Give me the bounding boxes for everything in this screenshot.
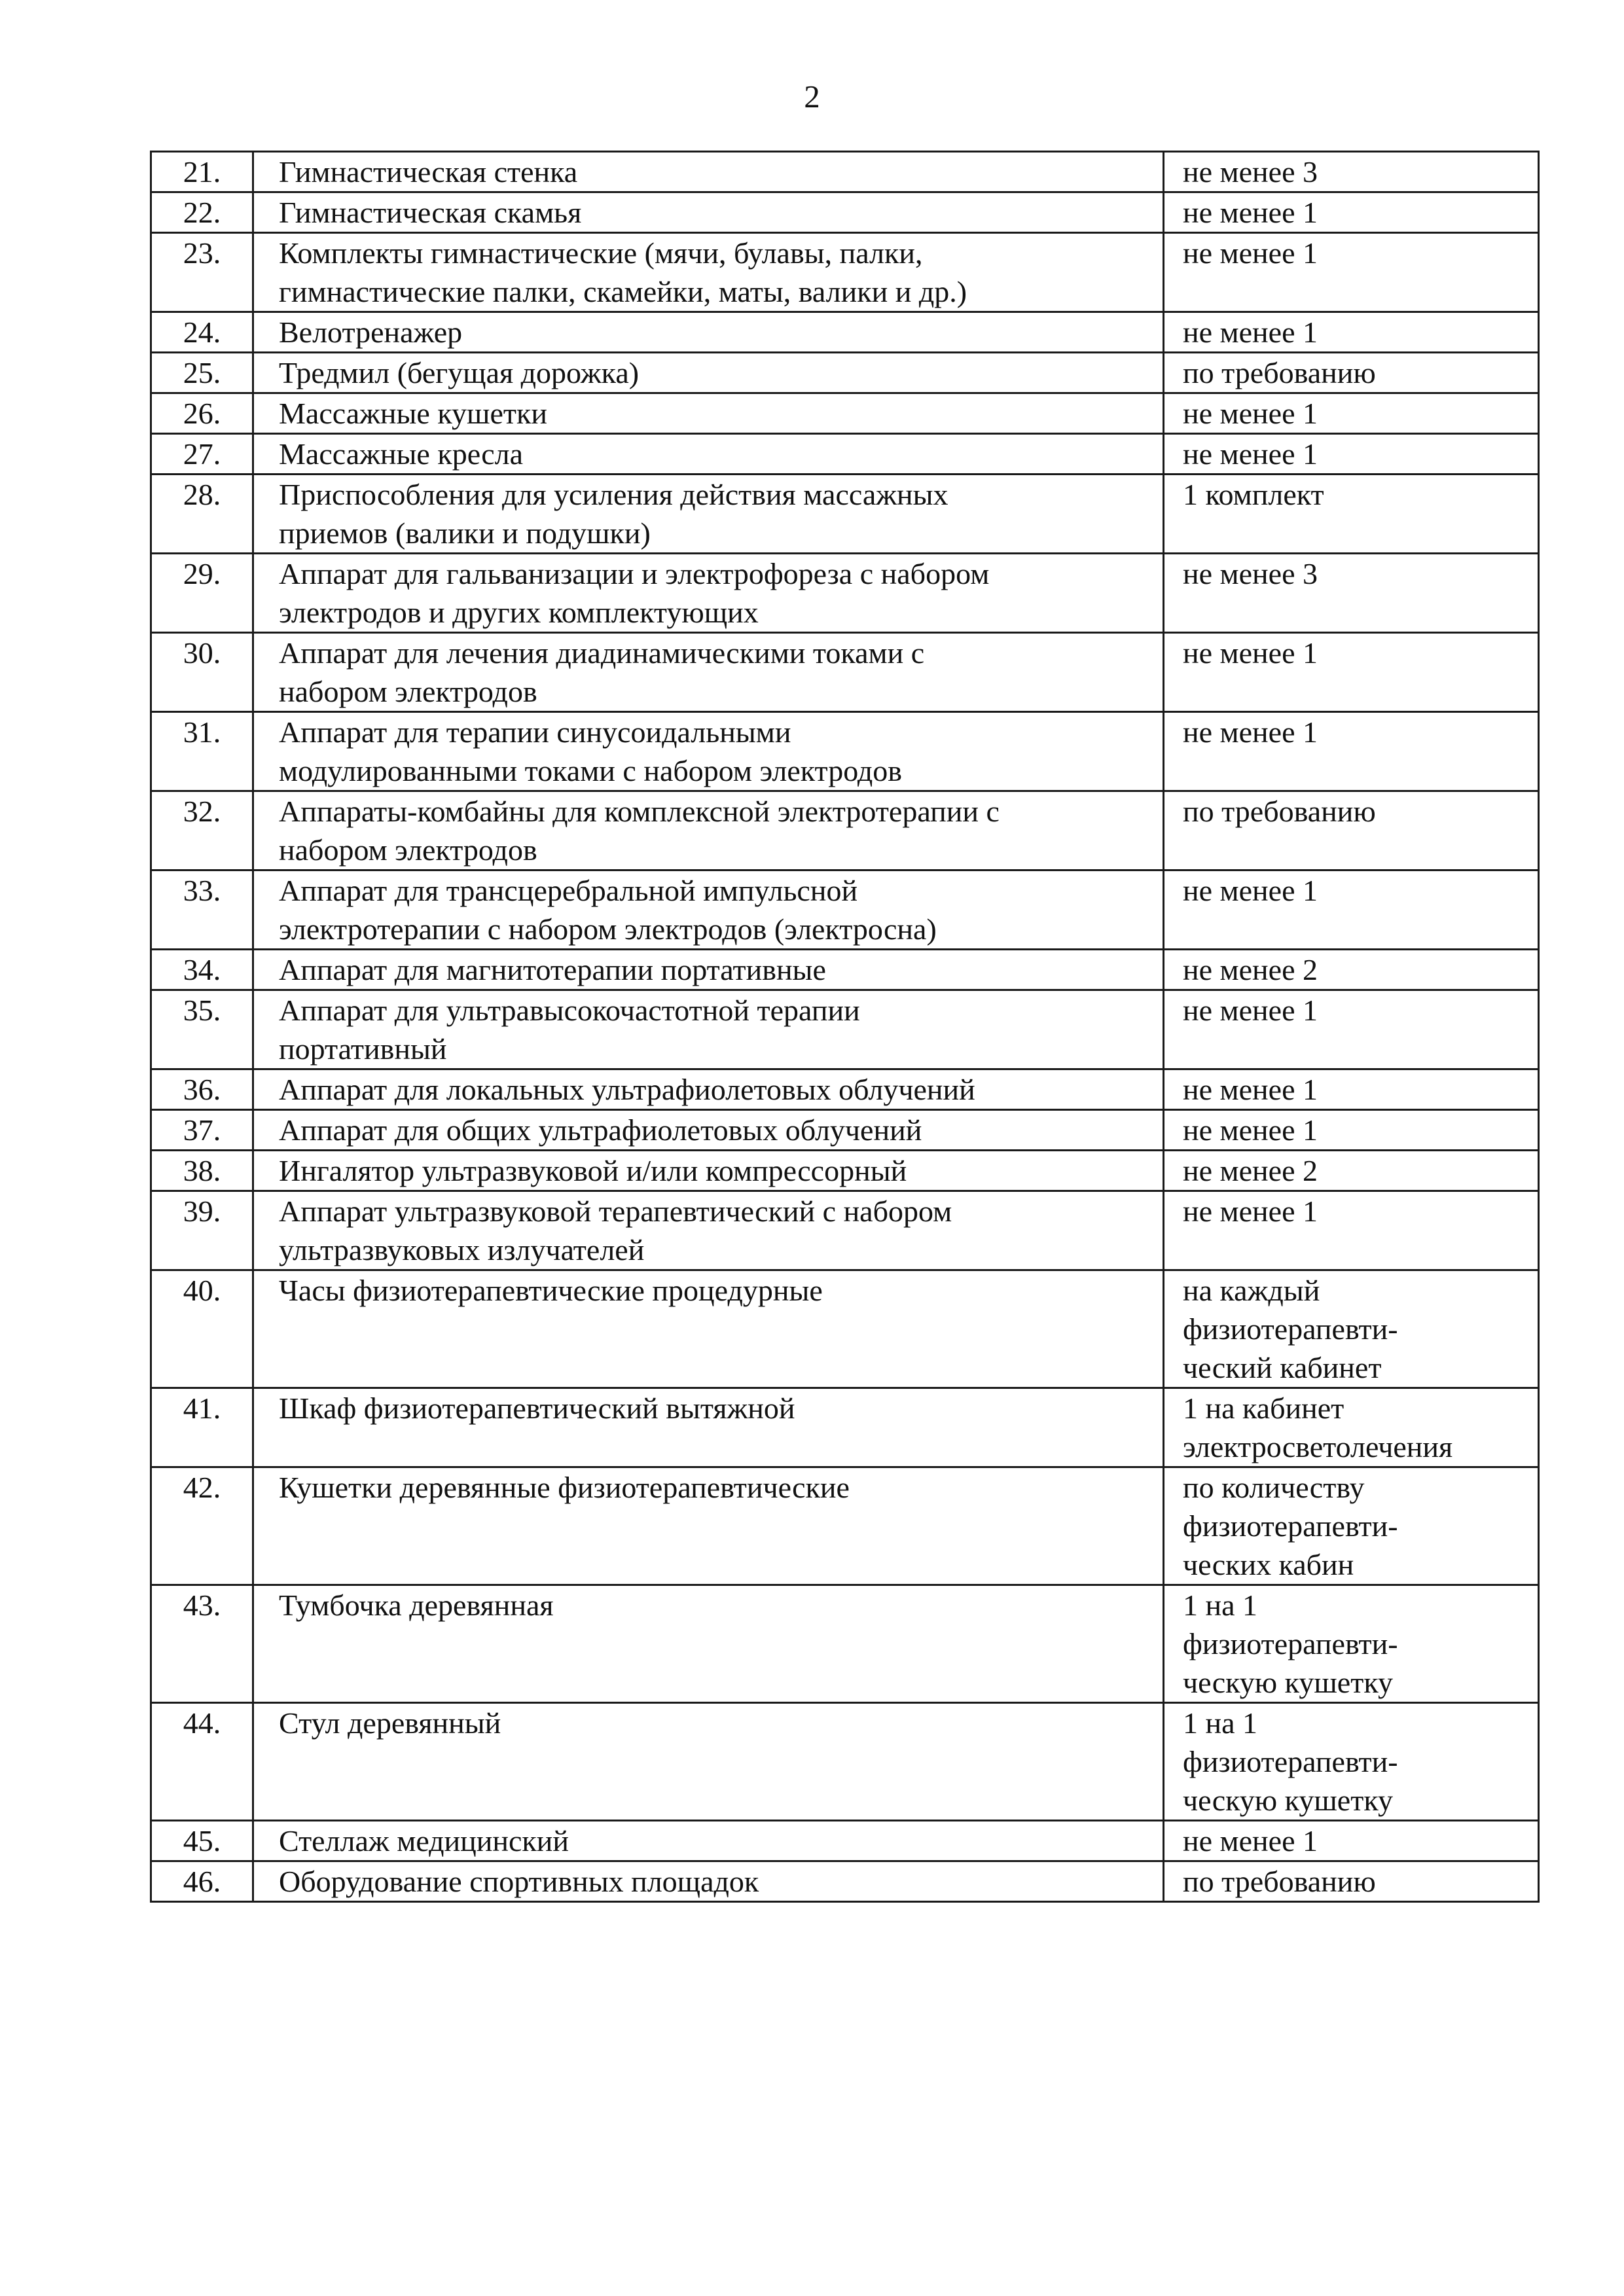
row-number: 36.	[183, 1073, 221, 1106]
row-number-cell	[151, 1861, 253, 1902]
equipment-name: Аппарат для терапии синусоидальными модулированными токами с набором электродов	[279, 715, 903, 787]
row-number-cell	[151, 1703, 253, 1821]
row-number-cell	[151, 353, 253, 393]
equipment-quantity-cell	[1164, 990, 1539, 1069]
table-row	[151, 353, 1539, 393]
row-number-cell	[151, 1388, 253, 1467]
table-row	[151, 434, 1539, 475]
equipment-quantity: не менее 1	[1183, 874, 1318, 907]
equipment-name: Ингалятор ультразвуковой и/или компрессорный	[279, 1154, 907, 1187]
table-row	[151, 152, 1539, 192]
equipment-quantity: не менее 1	[1183, 1073, 1318, 1106]
equipment-name-cell	[253, 791, 1164, 870]
table-row	[151, 312, 1539, 353]
row-number: 44.	[183, 1706, 221, 1740]
table-row	[151, 1151, 1539, 1191]
table-row	[151, 950, 1539, 990]
equipment-quantity-cell	[1164, 1110, 1539, 1151]
equipment-quantity-cell	[1164, 1861, 1539, 1902]
row-number-cell	[151, 434, 253, 475]
row-number-cell	[151, 1110, 253, 1151]
row-number-cell	[151, 475, 253, 554]
equipment-quantity: по требованию	[1183, 795, 1376, 828]
row-number-cell	[151, 1467, 253, 1585]
equipment-quantity: не менее 1	[1183, 715, 1318, 749]
equipment-quantity-cell	[1164, 1151, 1539, 1191]
row-number-cell	[151, 870, 253, 950]
equipment-quantity: 1 на кабинет электросветолечения	[1183, 1391, 1453, 1463]
row-number-cell	[151, 1585, 253, 1703]
table-row	[151, 1585, 1539, 1703]
equipment-quantity: не менее 3	[1183, 557, 1318, 590]
equipment-name: Тредмил (бегущая дорожка)	[279, 356, 640, 389]
equipment-name-cell	[253, 950, 1164, 990]
row-number: 22.	[183, 196, 221, 229]
equipment-quantity: не менее 1	[1183, 636, 1318, 670]
equipment-quantity: по требованию	[1183, 1865, 1376, 1898]
equipment-quantity-cell	[1164, 950, 1539, 990]
table-row	[151, 554, 1539, 633]
row-number: 25.	[183, 356, 221, 389]
row-number: 37.	[183, 1113, 221, 1147]
row-number: 29.	[183, 557, 221, 590]
table-row	[151, 393, 1539, 434]
equipment-name: Аппарат для ультравысокочастотной терапии портативный	[279, 994, 860, 1066]
row-number-cell	[151, 192, 253, 233]
table-row	[151, 1191, 1539, 1270]
row-number: 32.	[183, 795, 221, 828]
equipment-name-cell	[253, 312, 1164, 353]
row-number-cell	[151, 950, 253, 990]
row-number-cell	[151, 712, 253, 791]
table-row	[151, 633, 1539, 712]
equipment-name: Часы физиотерапевтические процедурные	[279, 1274, 823, 1307]
equipment-name: Гимнастическая стенка	[279, 155, 578, 188]
equipment-name-cell	[253, 152, 1164, 192]
equipment-name: Аппарат для трансцеребральной импульсной электротерапии с набором электродов (электросна)	[279, 874, 937, 946]
equipment-name: Аппарат для общих ультрафиолетовых облучений	[279, 1113, 922, 1147]
equipment-quantity-cell	[1164, 1270, 1539, 1388]
equipment-quantity: не менее 1	[1183, 236, 1318, 270]
row-number: 42.	[183, 1471, 221, 1504]
equipment-quantity-cell	[1164, 554, 1539, 633]
row-number: 35.	[183, 994, 221, 1027]
equipment-name-cell	[253, 1467, 1164, 1585]
equipment-name: Массажные кресла	[279, 437, 524, 471]
row-number: 24.	[183, 315, 221, 349]
table-row	[151, 1703, 1539, 1821]
row-number: 30.	[183, 636, 221, 670]
table-row	[151, 1069, 1539, 1110]
equipment-table-body	[151, 152, 1539, 1902]
equipment-quantity-cell	[1164, 434, 1539, 475]
equipment-name-cell	[253, 233, 1164, 312]
equipment-name-cell	[253, 1861, 1164, 1902]
equipment-quantity-cell	[1164, 633, 1539, 712]
equipment-name-cell	[253, 712, 1164, 791]
equipment-name: Гимнастическая скамья	[279, 196, 582, 229]
equipment-quantity-cell	[1164, 712, 1539, 791]
table-row	[151, 870, 1539, 950]
equipment-name-cell	[253, 1110, 1164, 1151]
row-number: 45.	[183, 1824, 221, 1857]
equipment-name-cell	[253, 1821, 1164, 1861]
equipment-name: Кушетки деревянные физиотерапевтические	[279, 1471, 850, 1504]
equipment-quantity: не менее 1	[1183, 196, 1318, 229]
equipment-name: Аппарат для локальных ультрафиолетовых облучений	[279, 1073, 975, 1106]
row-number: 21.	[183, 155, 221, 188]
table-row	[151, 1467, 1539, 1585]
equipment-quantity: не менее 2	[1183, 953, 1318, 986]
equipment-quantity-cell	[1164, 1388, 1539, 1467]
equipment-name-cell	[253, 1191, 1164, 1270]
row-number-cell	[151, 152, 253, 192]
equipment-name-cell	[253, 554, 1164, 633]
row-number-cell	[151, 1191, 253, 1270]
equipment-quantity-cell	[1164, 870, 1539, 950]
equipment-name-cell	[253, 1270, 1164, 1388]
equipment-name-cell	[253, 1585, 1164, 1703]
equipment-quantity: по требованию	[1183, 356, 1376, 389]
equipment-quantity: не менее 3	[1183, 155, 1318, 188]
row-number: 23.	[183, 236, 221, 270]
equipment-quantity-cell	[1164, 1191, 1539, 1270]
equipment-name-cell	[253, 475, 1164, 554]
row-number: 39.	[183, 1194, 221, 1228]
table-row	[151, 791, 1539, 870]
equipment-name: Аппарат для гальванизации и электрофореза с набором электродов и других комплектующих	[279, 557, 990, 629]
equipment-name: Оборудование спортивных площадок	[279, 1865, 759, 1898]
row-number-cell	[151, 791, 253, 870]
equipment-quantity-cell	[1164, 233, 1539, 312]
equipment-name-cell	[253, 1388, 1164, 1467]
table-row	[151, 233, 1539, 312]
equipment-quantity: не менее 1	[1183, 1194, 1318, 1228]
equipment-quantity-cell	[1164, 791, 1539, 870]
table-row	[151, 1861, 1539, 1902]
row-number: 40.	[183, 1274, 221, 1307]
equipment-name-cell	[253, 633, 1164, 712]
equipment-quantity-cell	[1164, 1467, 1539, 1585]
equipment-name: Велотренажер	[279, 315, 463, 349]
equipment-quantity: не менее 1	[1183, 397, 1318, 430]
table-row	[151, 192, 1539, 233]
equipment-quantity-cell	[1164, 192, 1539, 233]
equipment-table	[150, 151, 1540, 1903]
equipment-name: Шкаф физиотерапевтический вытяжной	[279, 1391, 795, 1425]
equipment-quantity: по количеству физиотерапевти- ческих кабин	[1183, 1471, 1398, 1581]
equipment-quantity: не менее 1	[1183, 1113, 1318, 1147]
equipment-name-cell	[253, 990, 1164, 1069]
table-row	[151, 712, 1539, 791]
equipment-name: Аппараты-комбайны для комплексной электротерапии с набором электродов	[279, 795, 1000, 867]
equipment-name-cell	[253, 870, 1164, 950]
equipment-quantity: на каждый физиотерапевти- ческий кабинет	[1183, 1274, 1398, 1384]
row-number: 28.	[183, 478, 221, 511]
equipment-name: Стул деревянный	[279, 1706, 501, 1740]
row-number-cell	[151, 233, 253, 312]
row-number-cell	[151, 312, 253, 353]
equipment-name-cell	[253, 353, 1164, 393]
row-number-cell	[151, 633, 253, 712]
equipment-quantity: 1 на 1 физиотерапевти- ческую кушетку	[1183, 1706, 1398, 1817]
row-number: 31.	[183, 715, 221, 749]
equipment-quantity-cell	[1164, 1585, 1539, 1703]
equipment-quantity: не менее 1	[1183, 437, 1318, 471]
row-number-cell	[151, 1270, 253, 1388]
equipment-name: Стеллаж медицинский	[279, 1824, 569, 1857]
equipment-quantity-cell	[1164, 1703, 1539, 1821]
equipment-name-cell	[253, 1151, 1164, 1191]
equipment-quantity: 1 на 1 физиотерапевти- ческую кушетку	[1183, 1588, 1398, 1699]
equipment-name-cell	[253, 192, 1164, 233]
equipment-name: Аппарат ультразвуковой терапевтический с набором ультразвуковых излучателей	[279, 1194, 952, 1266]
row-number-cell	[151, 1151, 253, 1191]
equipment-quantity-cell	[1164, 393, 1539, 434]
row-number: 46.	[183, 1865, 221, 1898]
equipment-name: Приспособления для усиления действия массажных приемов (валики и подушки)	[279, 478, 948, 550]
equipment-quantity-cell	[1164, 1069, 1539, 1110]
equipment-name: Массажные кушетки	[279, 397, 547, 430]
row-number-cell	[151, 393, 253, 434]
equipment-quantity: 1 комплект	[1183, 478, 1324, 511]
equipment-name: Комплекты гимнастические (мячи, булавы, палки, гимнастические палки, скамейки, маты, валики и др.)	[279, 236, 967, 308]
equipment-name: Аппарат для лечения диадинамическими токами с набором электродов	[279, 636, 925, 708]
equipment-quantity-cell	[1164, 353, 1539, 393]
table-row	[151, 475, 1539, 554]
row-number: 34.	[183, 953, 221, 986]
equipment-quantity: не менее 1	[1183, 1824, 1318, 1857]
equipment-name-cell	[253, 393, 1164, 434]
table-row	[151, 1388, 1539, 1467]
row-number-cell	[151, 1069, 253, 1110]
equipment-quantity: не менее 2	[1183, 1154, 1318, 1187]
row-number: 33.	[183, 874, 221, 907]
equipment-quantity-cell	[1164, 475, 1539, 554]
equipment-name: Тумбочка деревянная	[279, 1588, 554, 1622]
row-number: 41.	[183, 1391, 221, 1425]
equipment-name: Аппарат для магнитотерапии портативные	[279, 953, 826, 986]
row-number-cell	[151, 990, 253, 1069]
equipment-quantity-cell	[1164, 152, 1539, 192]
equipment-name-cell	[253, 1703, 1164, 1821]
row-number: 38.	[183, 1154, 221, 1187]
table-row	[151, 1821, 1539, 1861]
table-row	[151, 1270, 1539, 1388]
equipment-quantity-cell	[1164, 1821, 1539, 1861]
row-number-cell	[151, 1821, 253, 1861]
row-number: 27.	[183, 437, 221, 471]
equipment-name-cell	[253, 434, 1164, 475]
table-row	[151, 990, 1539, 1069]
table-row	[151, 1110, 1539, 1151]
equipment-name-cell	[253, 1069, 1164, 1110]
equipment-quantity-cell	[1164, 312, 1539, 353]
equipment-quantity: не менее 1	[1183, 994, 1318, 1027]
page-number: 2	[804, 79, 820, 115]
row-number: 26.	[183, 397, 221, 430]
equipment-quantity: не менее 1	[1183, 315, 1318, 349]
row-number-cell	[151, 554, 253, 633]
row-number: 43.	[183, 1588, 221, 1622]
